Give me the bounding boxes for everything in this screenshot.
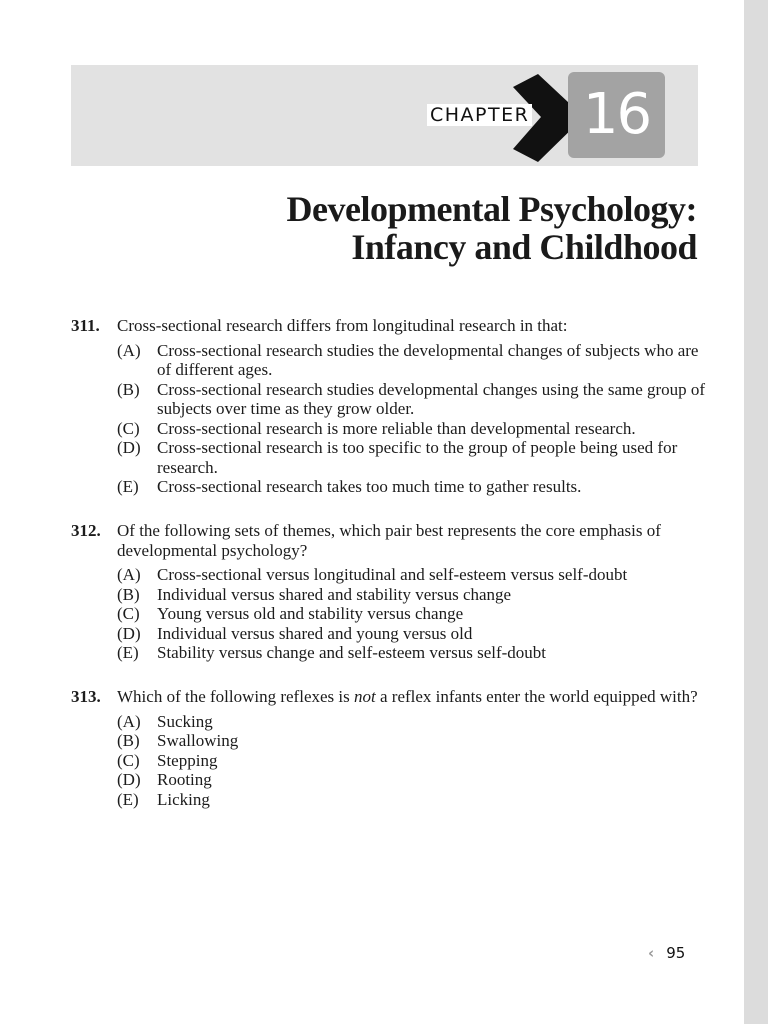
option-letter: (D) [117,623,141,643]
chapter-number: 16 [582,82,651,147]
option-text: Stepping [157,750,218,770]
option-letter: (B) [117,584,140,604]
question-313 [71,687,711,809]
answer-options [117,712,711,810]
option-letter: (D) [117,770,141,789]
question-number: 313. [71,687,101,706]
chapter-title [287,190,697,266]
option-text: Swallowing [157,731,239,750]
answer-option [117,624,711,644]
option-text: Rooting [157,770,212,789]
option-letter: (B) [117,379,140,399]
question-311 [71,316,711,497]
option-text: Cross-sectional research takes too much time to gather results. [157,477,582,496]
option-text: Individual versus shared and stability versus change [157,584,512,604]
option-text: Cross-sectional versus longitudinal and self-esteem versus self-doubt [157,565,628,584]
option-letter: (E) [117,643,139,662]
option-letter: (E) [117,789,139,809]
answer-option [117,790,711,810]
answer-options [117,565,711,663]
option-letter: (A) [117,340,141,360]
option-text: Individual versus shared and young versus old [157,623,473,643]
answer-option [117,770,711,790]
question-number: 312. [71,521,101,540]
option-text: Cross-sectional research is more reliable than developmental research. [157,418,636,438]
answer-options [117,341,711,497]
option-letter: (A) [117,711,141,731]
answer-option [117,565,711,585]
answer-option [117,419,711,439]
answer-option [117,341,711,380]
option-letter: (C) [117,418,140,438]
question-text: Cross-sectional research differs from longitudinal research in that: [117,316,568,335]
option-text: Cross-sectional research studies developmental changes using the same group of subjects over time as they grow older. [157,379,706,418]
answer-option [117,751,711,771]
option-letter: (B) [117,731,140,750]
option-letter: (D) [117,438,141,457]
answer-option [117,585,711,605]
page-number: 95 [666,944,686,962]
option-text: Young versus old and stability versus change [157,604,464,623]
question-312 [71,521,711,663]
question-text-part: Which of the following reflexes is [117,687,354,706]
answer-option [117,477,711,497]
answer-option [117,712,711,732]
option-text: Sucking [157,711,213,731]
chapter-title-line-2: Infancy and Childhood [351,227,697,267]
option-letter: (C) [117,604,140,623]
question-number: 311. [71,316,100,335]
option-letter: (C) [117,750,140,770]
option-letter: (A) [117,565,141,584]
answer-option [117,731,711,751]
option-text: Stability versus change and self-esteem versus self-doubt [157,643,547,662]
question-text [117,687,711,707]
option-text: Cross-sectional research is too specific to the group of people being used for research. [157,438,678,477]
answer-option [117,604,711,624]
answer-option [117,438,711,477]
question-text-emphasis: not [354,687,376,706]
question-text: Of the following sets of themes, which pair best represents the core emphasis of developmental psychology? [117,521,661,560]
page-footer [648,944,685,962]
question-text-part: a reflex infants enter the world equipped with? [375,687,698,706]
answer-option [117,643,711,663]
option-letter: (E) [117,477,139,496]
answer-option [117,380,711,419]
chapter-title-line-1: Developmental Psychology: [286,189,697,229]
chevron-left-icon: ‹ [648,944,655,962]
option-text: Licking [157,789,210,809]
option-text: Cross-sectional research studies the developmental changes of subjects who are of different ages. [157,340,699,379]
chapter-label: CHAPTER [427,104,532,126]
